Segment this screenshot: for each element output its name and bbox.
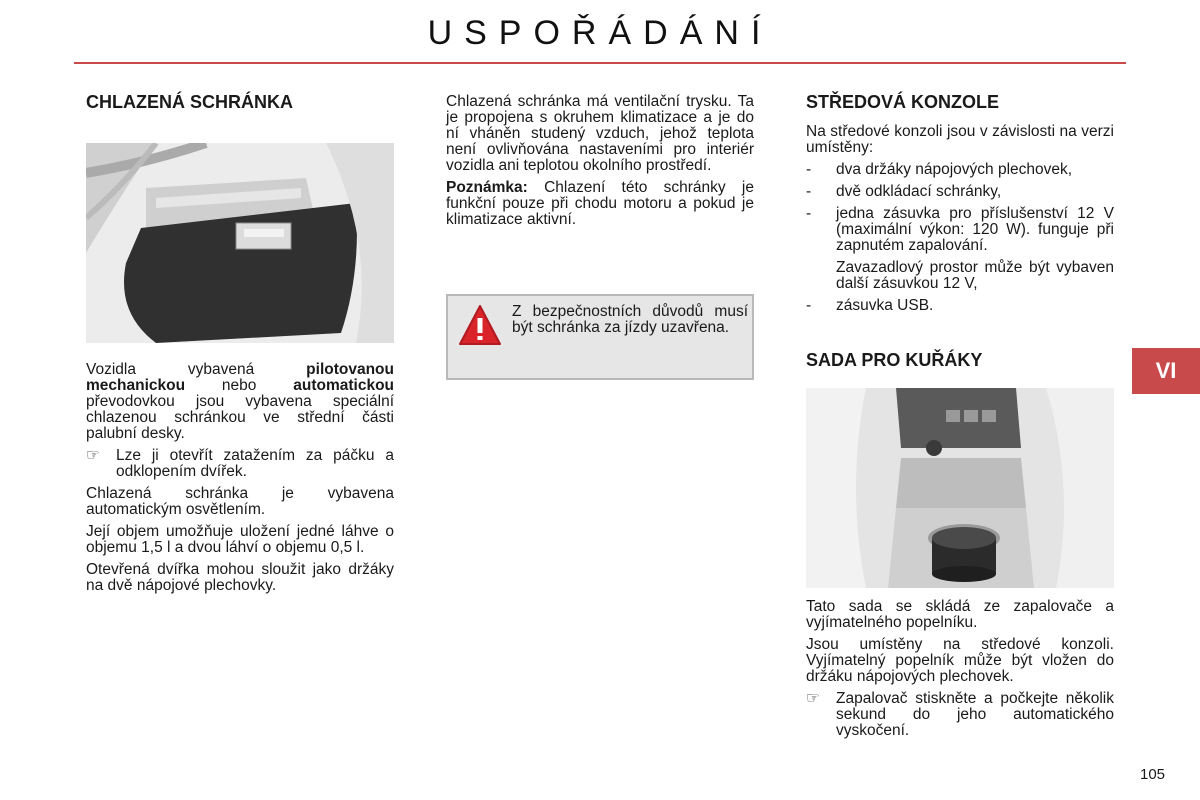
warning-text: Z bezpečnostních důvodů musí být schránka za jízdy uzavřena. [512, 303, 748, 336]
dash-marker: - [806, 183, 812, 200]
col3-bullet [806, 691, 1114, 739]
col3-paragraph-2: Jsou umístěny na středové konzoli. Vyjímatelný popelník může být vložen do držáku nápojových plechovek. [806, 636, 1114, 685]
dash-marker: - [806, 205, 812, 222]
warning-icon [458, 304, 502, 348]
list-item [806, 206, 1114, 254]
section-tab: VI [1132, 348, 1200, 394]
col1-paragraph-1 [86, 362, 394, 442]
spacer [806, 260, 836, 292]
bold-run: automatickou [293, 377, 394, 394]
col3-body-top [806, 124, 1114, 320]
list-item [806, 162, 1114, 178]
col1-paragraph-3: Její objem umožňuje uložení jedné láhve o objemu 1,5 l a dvou láhví o objemu 0,5 l. [86, 523, 394, 556]
dash-marker: - [806, 161, 812, 178]
list-item-text: dva držáky nápojových plechovek, [836, 161, 1073, 178]
col1-bullet [86, 448, 394, 480]
pointing-hand-icon: ☞ [86, 447, 100, 464]
list-item [806, 184, 1114, 200]
col1-body [86, 362, 394, 600]
bullet-text: Lze ji otevřít zatažením za páčku a odklopením dvířek. [116, 447, 394, 480]
list-item-note [806, 260, 1114, 292]
dash-marker: - [806, 297, 812, 314]
col2-body [446, 94, 754, 234]
warning-box [446, 294, 754, 380]
note-text: Chlazení této schránky je funkční pouze při chodu motoru a pokud je klimatizace aktivní. [446, 179, 754, 228]
console-photo [806, 388, 1114, 588]
header-rule [74, 62, 1126, 64]
pointing-hand-icon: ☞ [806, 690, 820, 707]
bold-run: pilotovanou mechanickou [86, 361, 394, 394]
list-item-text: zásuvka USB. [836, 297, 934, 314]
text-run: převodovkou jsou vybavena speciální chlazenou schránkou ve střední části palubní desky. [86, 393, 394, 442]
note-label: Poznámka: [446, 179, 528, 196]
col3-body-bottom [806, 599, 1114, 745]
list-item-text: dvě odkládací schránky, [836, 183, 1002, 200]
text-run: nebo [185, 377, 294, 394]
col2-paragraph-1: Chlazená schránka má ventilační trysku. Ta je propojena s okruhem klimatizace a je do ní vháněn studený vzduch, jehož teplota není ovlivňována nastaveními pro interiér vozidla ani teplotou okolního prostředí. [446, 93, 754, 174]
heading-center-console: STŘEDOVÁ KONZOLE [806, 92, 1000, 112]
col1-paragraph-4: Otevřená dvířka mohou sloužit jako držáky na dvě nápojové plechovky. [86, 561, 394, 594]
col1-paragraph-2: Chlazená schránka je vybavena automatickým osvětlením. [86, 485, 394, 518]
bullet-text: Zapalovač stiskněte a počkejte několik sekund do jeho automatického vyskočení. [836, 690, 1114, 739]
col3-intro: Na středové konzoli jsou v závislosti na verzi umístěny: [806, 123, 1114, 156]
page-title: USPOŘÁDÁNÍ [427, 14, 773, 52]
col2-note [446, 180, 754, 228]
list-item-text: jedna zásuvka pro příslušenství 12 V (maximální výkon: 120 W). funguje při zapnutém zapalování. [836, 205, 1114, 254]
text-run: Vozidla vybavená [86, 361, 307, 378]
page-number: 105 [1140, 766, 1166, 783]
glovebox-photo [86, 143, 394, 343]
heading-cooled-box: CHLAZENÁ SCHRÁNKA [86, 92, 293, 112]
list-item-text: Zavazadlový prostor může být vybaven další zásuvkou 12 V, [836, 259, 1114, 292]
col3-paragraph-1: Tato sada se skládá ze zapalovače a vyjímatelného popelníku. [806, 598, 1114, 631]
heading-smoker-kit: SADA PRO KUŘÁKY [806, 350, 983, 370]
list-item [806, 298, 1114, 314]
